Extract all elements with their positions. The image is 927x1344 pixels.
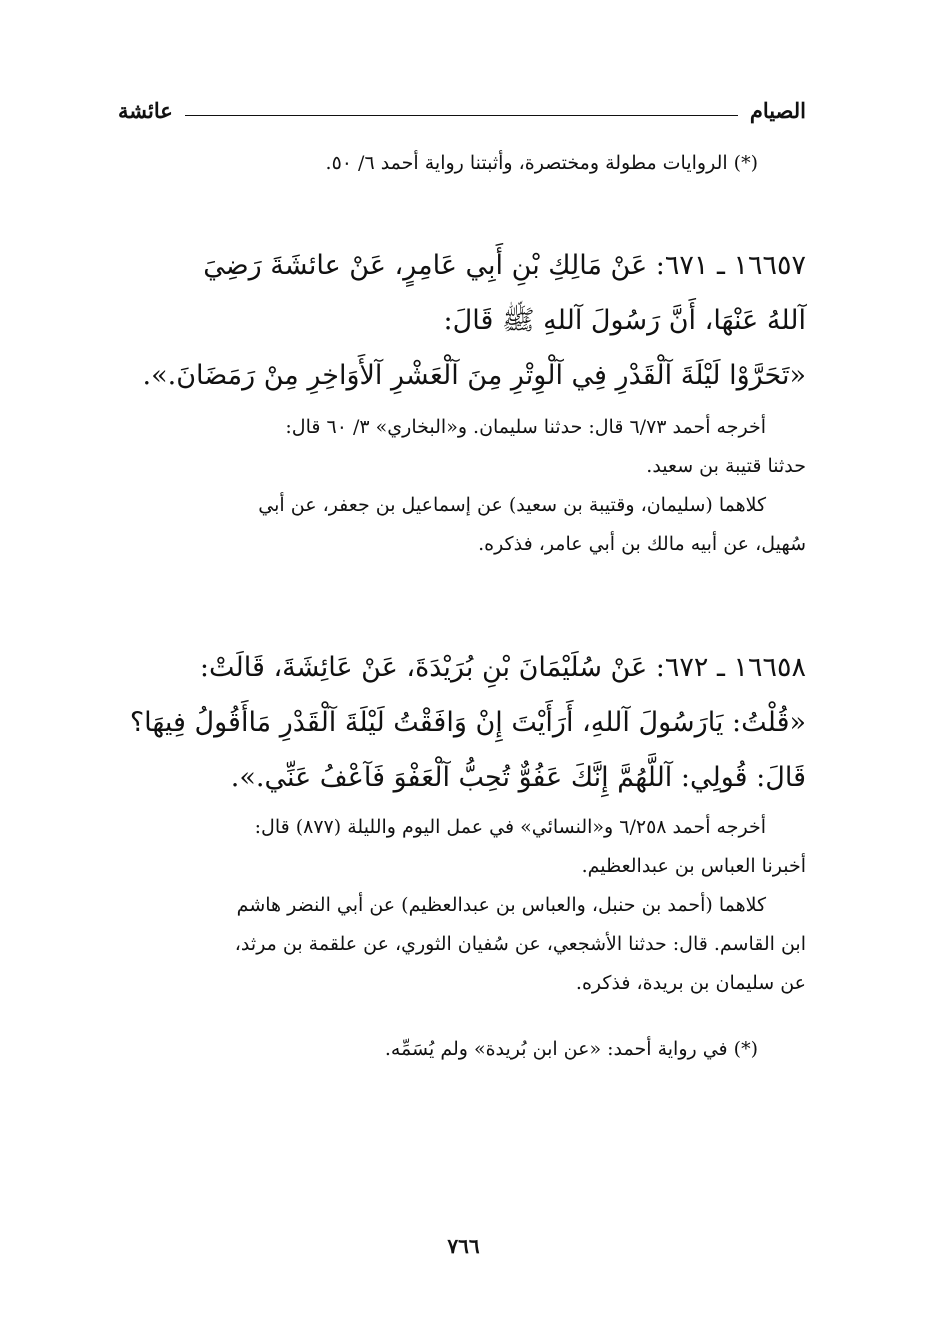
- hadith-1671-line-3: «تَحَرَّوْا لَيْلَةَ آلْقَدْرِ فِي آلْوِتْرِ مِنَ آلْعَشْرِ آلأَوَاخِرِ مِنْ رَمَضَانَ.».: [142, 360, 806, 391]
- hadith-1671-line-1: ١٦٦٥٧ ـ ٦٧١: عَنْ مَالِكِ بْنِ أَبِي عَامِرٍ، عَنْ عائشَةَ رَضِيَ: [203, 250, 806, 281]
- hadith-1671-source-line-1: أخرجه أحمد ٦/٧٣ قال: حدثنا سليمان. و«البخاري» ٣/ ٦٠ قال:: [285, 416, 766, 438]
- hadith-1672-line-1: ١٦٦٥٨ ـ ٦٧٢: عَنْ سُلَيْمَانَ بْنِ بُرَيْدَةَ، عَنْ عَائِشَةَ، قَالَتْ:: [199, 652, 806, 683]
- chapter-title: الصيام: [749, 98, 806, 123]
- running-header: [118, 96, 806, 126]
- bottom-footnote: [118, 1034, 806, 1064]
- hadith-1672: [118, 640, 806, 805]
- hadith-1671: [118, 238, 806, 403]
- hadith-1672-chain-line-2: ابن القاسم. قال: حدثنا الأشجعي، عن سُفيان الثوري، عن علقمة بن مرثد،: [234, 933, 806, 955]
- hadith-1671-line-2: آللهُ عَنْهَا، أَنَّ رَسُولَ آللهِ ﷺ قَالَ:: [443, 305, 806, 336]
- narrator-title: عائشة: [118, 98, 173, 123]
- hadith-1671-chain-line-1: كلاهما (سليمان، وقتيبة بن سعيد) عن إسماعيل بن جعفر، عن أبي: [258, 494, 766, 516]
- top-footnote-text: (*) الروايات مطولة ومختصرة، وأثبتنا رواية أحمد ٦/ ٥٠.: [325, 152, 758, 174]
- hadith-1672-chain-line-3: عن سليمان بن بريدة، فذكره.: [575, 972, 806, 994]
- header-rule: [185, 115, 738, 116]
- hadith-1672-source-line-1: أخرجه أحمد ٦/٢٥٨ و«النسائي» في عمل اليوم والليلة (٨٧٧) قال:: [254, 816, 766, 838]
- hadith-1672-line-3: قَالَ: قُولِي: آللَّهُمَّ إِنَّكَ عَفُوٌّ تُحِبُّ آلْعَفْوَ فَآعْفُ عَنِّي.».: [230, 762, 806, 793]
- hadith-1671-chain-line-2: سُهيل، عن أبيه مالك بن أبي عامر، فذكره.: [478, 533, 806, 555]
- hadith-1672-chain-line-1: كلاهما (أحمد بن حنبل، والعباس بن عبدالعظيم) عن أبي النضر هاشم: [236, 894, 766, 916]
- bottom-footnote-text: (*) في رواية أحمد: «عن ابن بُريدة» ولم يُسَمِّه.: [384, 1038, 758, 1060]
- hadith-1672-takhrij: [118, 808, 806, 1003]
- hadith-1672-source-line-2: أخبرنا العباس بن عبدالعظيم.: [581, 855, 806, 877]
- top-footnote: [118, 148, 806, 178]
- page-number: ٧٦٦: [447, 1234, 480, 1258]
- hadith-1671-takhrij: [118, 408, 806, 564]
- hadith-1672-line-2: «قُلْتُ: يَارَسُولَ آللهِ، أَرَأَيْتَ إِنْ وَافَقْتُ لَيْلَةَ آلْقَدْرِ مَاأَقُولُ فِيهَا؟: [129, 707, 806, 738]
- hadith-1671-source-line-2: حدثنا قتيبة بن سعيد.: [646, 455, 806, 477]
